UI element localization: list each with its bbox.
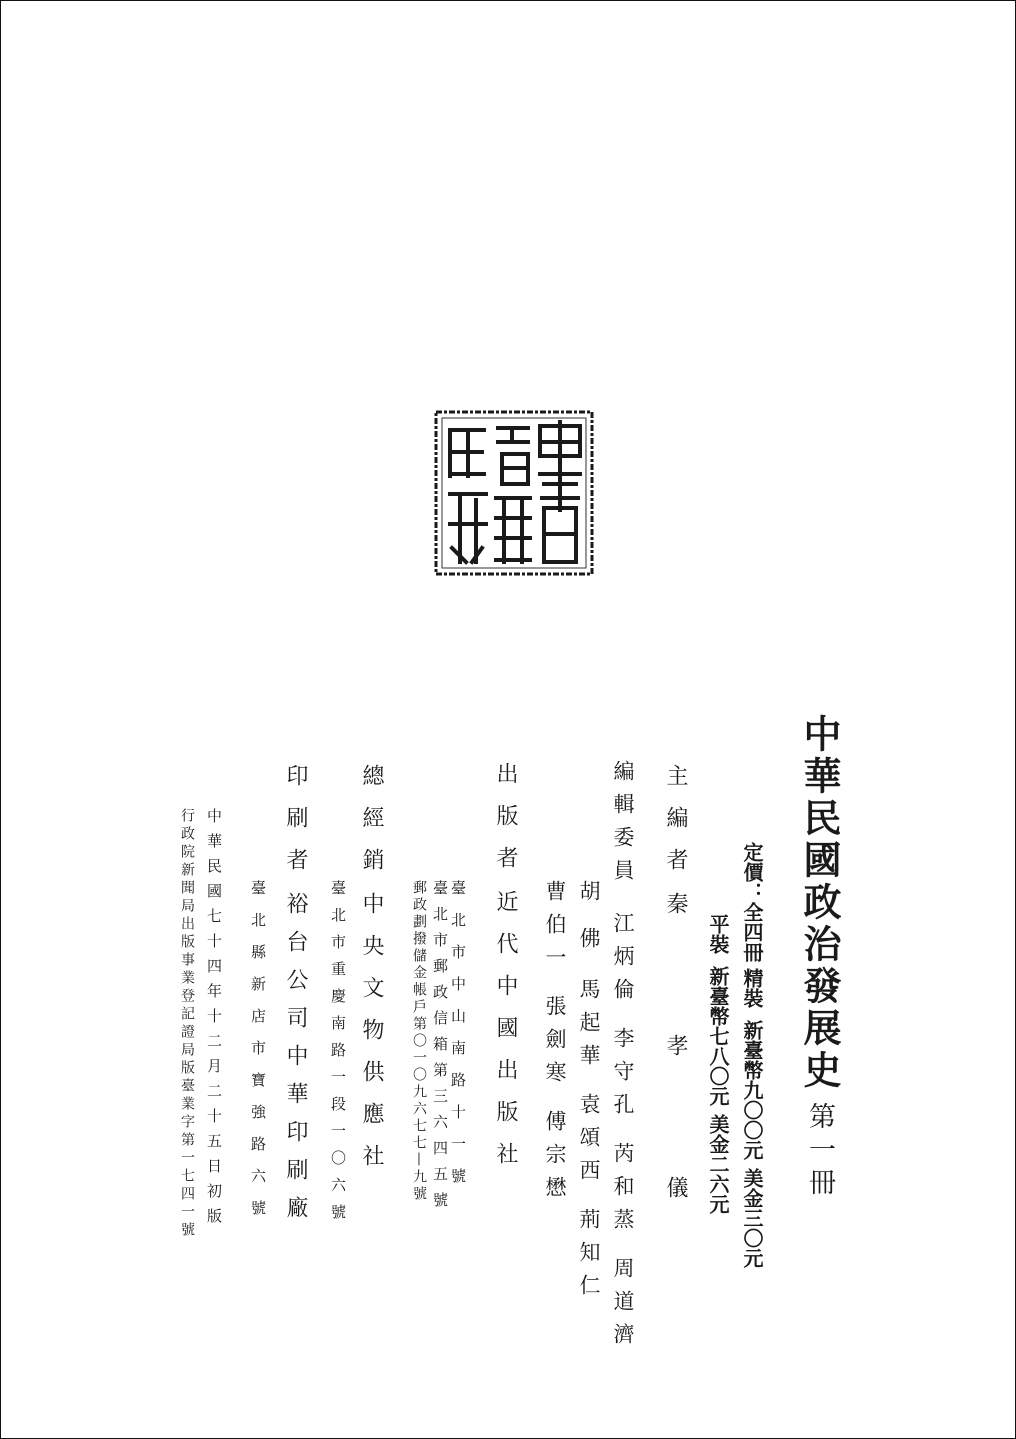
price-line-paperback (708, 914, 728, 1214)
committee-column-3 (544, 880, 565, 1209)
seal-stamp-svg (432, 408, 596, 578)
price-line-hardcover (742, 842, 762, 1268)
distributor-address: 臺北市重慶南路一段一〇六號 (329, 880, 347, 1231)
registration-column (180, 808, 194, 1240)
distributor-name: 中央文物供應社 (359, 892, 384, 1186)
price-hardcover-label: 精裝 (740, 968, 764, 1008)
committee-column-2 (578, 880, 599, 1307)
book-title-column (797, 714, 842, 1201)
price-paperback-label: 平裝 (706, 914, 730, 954)
publisher-name: 近代中國出版社 (493, 890, 518, 1184)
editor-label: 主編者 (663, 764, 688, 890)
registration-number: 行政院新聞局出版事業登記證局版臺業字第一七四一號 (179, 808, 195, 1240)
committee-member: 張劍寒 (543, 995, 567, 1094)
committee-member: 曹伯一 (543, 880, 567, 979)
seal-stamp-image (432, 408, 596, 578)
committee-column-1 (612, 760, 633, 1356)
committee-label: 編輯委員 (611, 760, 635, 892)
publisher-address-column (450, 880, 465, 1200)
price-paperback-usd: 美金二六元 (706, 1114, 730, 1214)
publisher-column (494, 762, 516, 1184)
committee-member: 袁頌西 (577, 1093, 601, 1192)
printer-address: 臺北縣新店市寶強路六號 (249, 880, 267, 1232)
editor-name: 秦孝儀 (663, 892, 688, 1318)
book-volume: 第一冊 (804, 1102, 835, 1201)
publisher-postal-account: 郵政劃撥儲金帳戶第〇一〇九六七七—九號 (411, 880, 427, 1203)
publisher-label: 出版者 (493, 762, 518, 888)
committee-member: 江炳倫 (611, 912, 635, 1011)
publisher-address: 臺北市中山南路十一號 (449, 880, 467, 1200)
publisher-po-box-column (432, 880, 447, 1218)
printer-column (284, 764, 306, 1234)
committee-member: 李守孔 (611, 1027, 635, 1126)
printer-name: 裕台公司中華印刷廠 (283, 892, 308, 1234)
price-label: 定價：全四冊 (740, 842, 764, 962)
edition-date-column (206, 808, 221, 1233)
publisher-po-box: 臺北市郵政信箱第三六四五號 (431, 880, 449, 1218)
printer-address-column (250, 880, 265, 1232)
distributor-address-column (330, 880, 345, 1231)
price-paperback-ntd: 新臺幣七八〇元 (706, 966, 730, 1106)
committee-member: 荊知仁 (577, 1208, 601, 1307)
price-hardcover-usd: 美金三〇元 (740, 1168, 764, 1268)
committee-member: 馬起華 (577, 978, 601, 1077)
editor-column (664, 764, 686, 1318)
committee-member: 芮和蒸 (611, 1142, 635, 1241)
printer-label: 印刷者 (283, 764, 308, 890)
committee-member: 周道濟 (611, 1257, 635, 1356)
edition-date: 中華民國七十四年十二月二十五日初版 (205, 808, 223, 1233)
committee-member: 傅宗懋 (543, 1110, 567, 1209)
price-hardcover-ntd: 新臺幣九〇〇元 (740, 1020, 764, 1160)
distributor-label: 總經銷 (359, 764, 384, 890)
distributor-column (360, 764, 382, 1186)
publisher-account-column (412, 880, 426, 1203)
committee-member: 胡佛 (577, 880, 601, 974)
book-title: 中華民國政治發展史 (797, 714, 842, 1092)
